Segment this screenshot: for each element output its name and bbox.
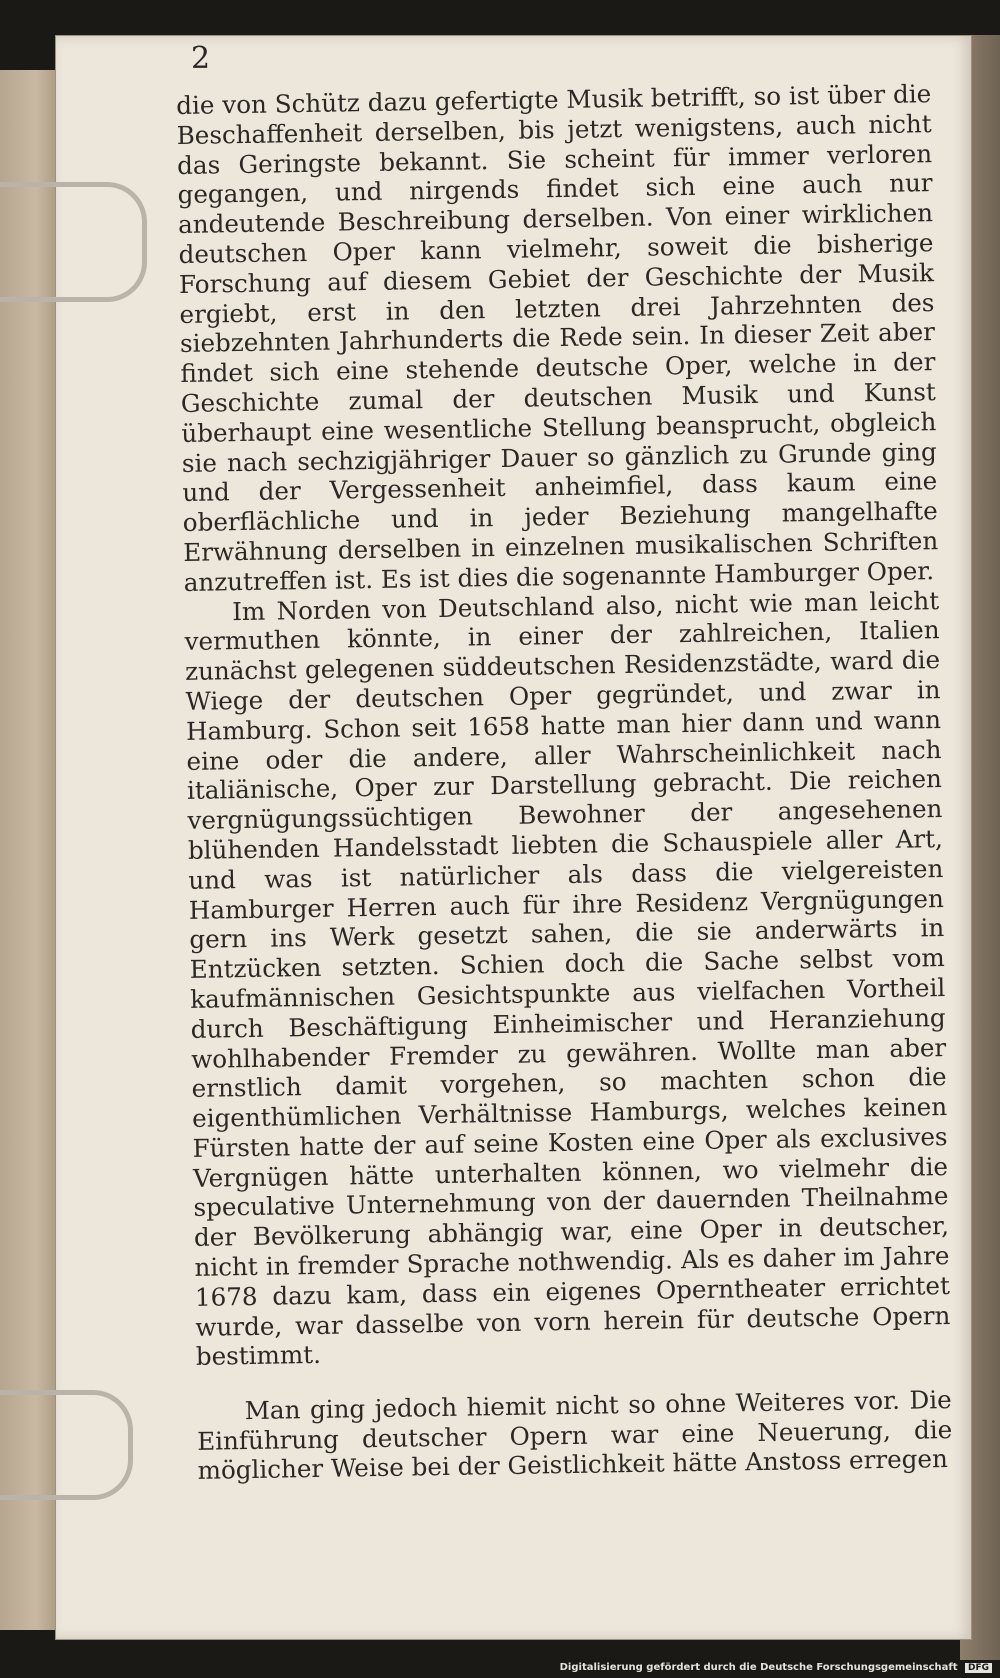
- paragraph-1: die von Schütz dazu gefertigte Musik betrifft, so ist über die Beschaffenheit derselben, bis jetzt wenigstens, auch nicht das Geringste bekannt. Sie scheint für immer verloren gegangen, und nirgends findet sich eine auch nur andeutende Beschreibung derselben. Von einer wirklichen deutschen Oper kann vielmehr, soweit die bisherige Forschung auf diesem Gebiet der Geschichte der Musik ergiebt, erst in den letzten drei Jahrzehnten des siebzehnten Jahrhunderts die Rede sein. In dieser Zeit aber findet sich eine stehende deutsche Oper, welche in der Geschichte zumal der deutschen Musik und Kunst überhaupt eine wesentliche Stellung beansprucht, obgleich sie nach sechzigjähriger Dauer so gänzlich zu Grunde ging und der Vergessenheit anheimfiel, dass kaum eine oberflächliche und in jeder Beziehung mangelhafte Erwähnung derselben in einzelnen musikalischen Schriften anzutreffen ist. Es ist dies die sogenannte Hamburger Oper.: [176, 79, 939, 597]
- paper-clip-top: [0, 182, 147, 302]
- page-number: 2: [191, 41, 211, 76]
- book-page: [55, 35, 972, 1640]
- digitization-credit: [560, 1662, 992, 1673]
- dfg-logo: DFG: [965, 1663, 992, 1673]
- paper-clip-bottom: [0, 1390, 133, 1500]
- paragraph-2: Im Norden von Deutschland also, nicht wie man leicht vermuthen könnte, in einer der zahlreichen, Italien zunächst gelegenen süddeutschen Residenzstädte, ward die Wiege der deutschen Oper gegründet, und zwar in Hamburg. Schon seit 1658 hatte man hier dann und wann eine oder die andere, aller Wahrscheinlichkeit nach italiänische, Oper zur Darstellung gebracht. Die reichen vergnügungssüchtigen Bewohner der angesehenen blühenden Handelsstadt liebten die Schauspiele aller Art, und was ist natürlicher als dass die vielgereisten Hamburger Herren auch für ihre Residenz Vergnügungen gern ins Werk gesetzt sahen, die sie anderwärts in Entzücken setzten. Schien doch die Sache selbst vom kaufmännischen Gesichtspunkte aus vielfachen Vortheil durch Beschäftigung Einheimischer und Heranziehung wohlhabender Fremder zu gewähren. Wollte man aber ernstlich damit vorgehen, so machten schon die eigenthümlichen Verhältnisse Hamburgs, welches keinen Fürsten hatte der auf seine Kosten eine Oper als exclusives Vergnügen hätte unterhalten können, wo vielmehr die speculative Unternehmung von der dauernden Theilnahme der Bevölkerung abhängig war, eine Oper in deutscher, nicht in fremder Sprache nothwendig. Als es daher im Jahre 1678 dazu kam, dass ein eigenes Operntheater errichtet wurde, war dasselbe von vorn herein für deutsche Opern bestimmt.: [184, 585, 951, 1372]
- body-text: [176, 79, 953, 1511]
- paragraph-3: Man ging jedoch hiemit nicht so ohne Weiteres vor. Die Einführung deutscher Opern war eine Neuerung, die möglicher Weise bei der Geistlichkeit hätte Anstoss erregen: [196, 1384, 953, 1486]
- credit-text: Digitalisierung gefördert durch die Deutsche Forschungsgemeinschaft: [559, 1662, 958, 1673]
